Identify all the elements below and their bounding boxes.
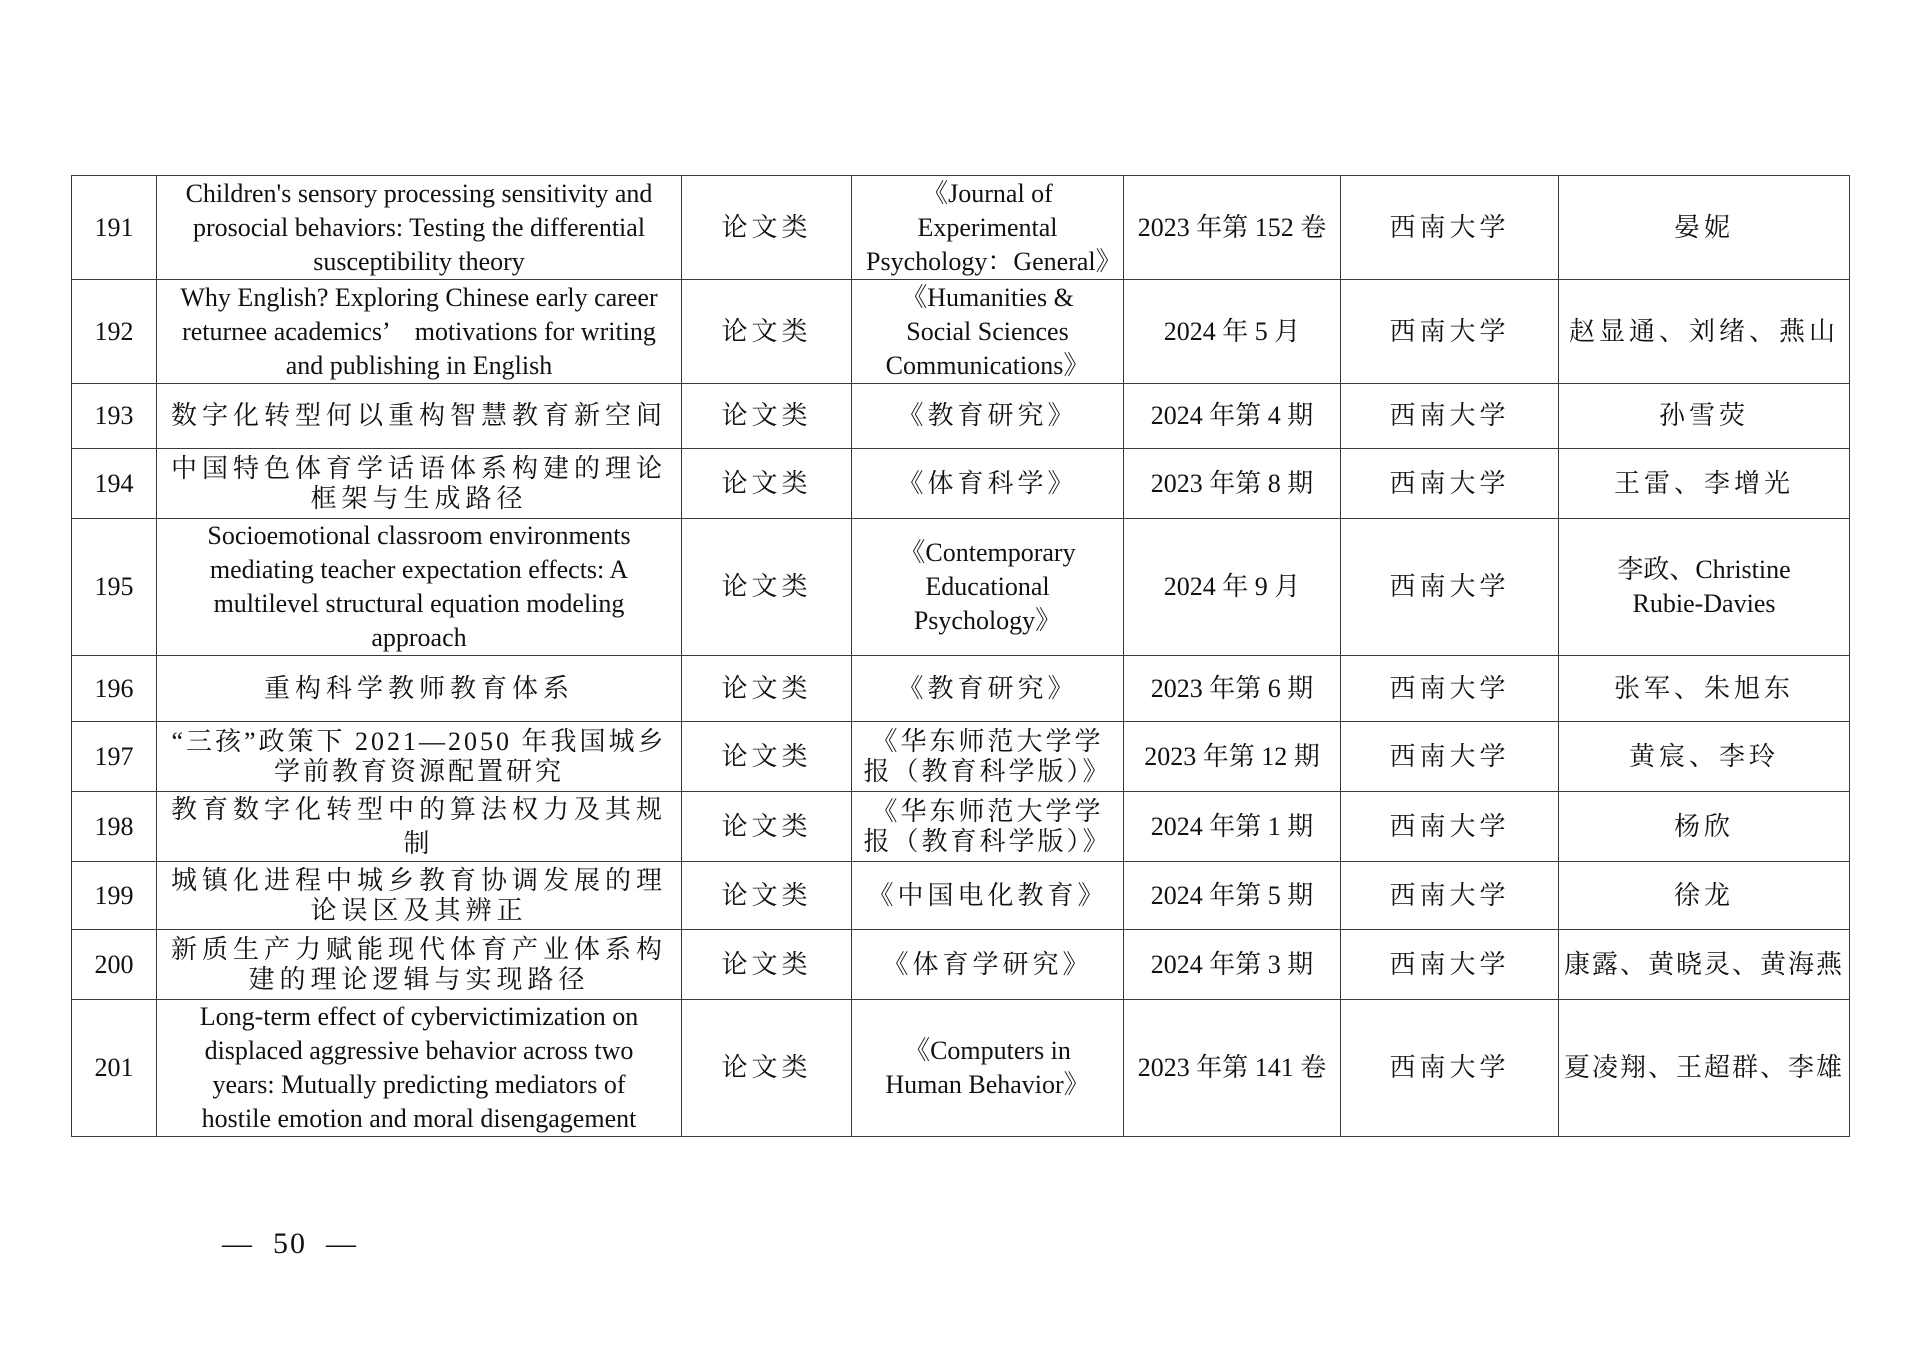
journal: 《Journal of Experimental Psychology：General》 [852, 176, 1124, 280]
authors: 张军、朱旭东 [1559, 656, 1850, 722]
journal: 《教育研究》 [852, 384, 1124, 449]
row-number: 196 [72, 656, 157, 722]
authors: 康露、黄晓灵、黄海燕 [1559, 930, 1850, 1000]
journal: 《体育学研究》 [852, 930, 1124, 1000]
publication-date: 2024 年第 4 期 [1124, 384, 1341, 449]
category: 论文类 [682, 176, 852, 280]
category: 论文类 [682, 519, 852, 656]
table-row [72, 176, 1850, 280]
journal: 《教育研究》 [852, 656, 1124, 722]
institution: 西南大学 [1341, 722, 1559, 792]
category: 论文类 [682, 384, 852, 449]
institution: 西南大学 [1341, 384, 1559, 449]
journal: 《体育科学》 [852, 449, 1124, 519]
paper-title: 新质生产力赋能现代体育产业体系构建的理论逻辑与实现路径 [157, 930, 682, 1000]
paper-title: 教育数字化转型中的算法权力及其规制 [157, 792, 682, 862]
row-number: 198 [72, 792, 157, 862]
table-row [72, 1000, 1850, 1137]
paper-title: 重构科学教师教育体系 [157, 656, 682, 722]
paper-title: Long-term effect of cybervictimization on displaced aggressive behavior across two years: Mutually predicting mediators of hostile emotion and moral disengagement [157, 1000, 682, 1137]
paper-title: 数字化转型何以重构智慧教育新空间 [157, 384, 682, 449]
category: 论文类 [682, 280, 852, 384]
table-row [72, 449, 1850, 519]
authors: 李政、Christine Rubie-Davies [1559, 519, 1850, 656]
institution: 西南大学 [1341, 449, 1559, 519]
row-number: 199 [72, 862, 157, 930]
journal: 《华东师范大学学报（教育科学版）》 [852, 722, 1124, 792]
publication-date: 2024 年 9 月 [1124, 519, 1341, 656]
table-row [72, 792, 1850, 862]
category: 论文类 [682, 862, 852, 930]
publication-date: 2023 年第 8 期 [1124, 449, 1341, 519]
table-row [72, 656, 1850, 722]
category: 论文类 [682, 449, 852, 519]
authors: 王雷、李增光 [1559, 449, 1850, 519]
paper-title: “三孩”政策下 2021—2050 年我国城乡学前教育资源配置研究 [157, 722, 682, 792]
institution: 西南大学 [1341, 176, 1559, 280]
authors: 孙雪荧 [1559, 384, 1850, 449]
publication-date: 2024 年第 3 期 [1124, 930, 1341, 1000]
publication-date: 2023 年第 12 期 [1124, 722, 1341, 792]
row-number: 191 [72, 176, 157, 280]
page-number: — 50 — [222, 1227, 358, 1260]
table-row [72, 519, 1850, 656]
publication-date: 2024 年第 5 期 [1124, 862, 1341, 930]
institution: 西南大学 [1341, 930, 1559, 1000]
journal: 《Humanities & Social Sciences Communications》 [852, 280, 1124, 384]
table-row [72, 722, 1850, 792]
authors: 晏妮 [1559, 176, 1850, 280]
table-row [72, 280, 1850, 384]
journal: 《中国电化教育》 [852, 862, 1124, 930]
row-number: 200 [72, 930, 157, 1000]
institution: 西南大学 [1341, 519, 1559, 656]
results-table [71, 175, 1850, 1137]
journal: 《Contemporary Educational Psychology》 [852, 519, 1124, 656]
publication-date: 2023 年第 6 期 [1124, 656, 1341, 722]
institution: 西南大学 [1341, 862, 1559, 930]
row-number: 192 [72, 280, 157, 384]
institution: 西南大学 [1341, 792, 1559, 862]
journal: 《华东师范大学学报（教育科学版）》 [852, 792, 1124, 862]
publication-date: 2023 年第 152 卷 [1124, 176, 1341, 280]
publication-date: 2024 年 5 月 [1124, 280, 1341, 384]
publication-date: 2023 年第 141 卷 [1124, 1000, 1341, 1137]
paper-title: Socioemotional classroom environments mediating teacher expectation effects: A multilevel structural equation modeling approach [157, 519, 682, 656]
publication-date: 2024 年第 1 期 [1124, 792, 1341, 862]
paper-title: Children's sensory processing sensitivity and prosocial behaviors: Testing the differential susceptibility theory [157, 176, 682, 280]
table-row [72, 862, 1850, 930]
journal: 《Computers in Human Behavior》 [852, 1000, 1124, 1137]
category: 论文类 [682, 656, 852, 722]
row-number: 201 [72, 1000, 157, 1137]
paper-title: 城镇化进程中城乡教育协调发展的理论误区及其辨正 [157, 862, 682, 930]
institution: 西南大学 [1341, 1000, 1559, 1137]
authors: 徐龙 [1559, 862, 1850, 930]
authors: 杨欣 [1559, 792, 1850, 862]
paper-title: Why English? Exploring Chinese early career returnee academics’ motivations for writing and publishing in English [157, 280, 682, 384]
category: 论文类 [682, 1000, 852, 1137]
authors: 黄宸、李玲 [1559, 722, 1850, 792]
institution: 西南大学 [1341, 280, 1559, 384]
table-row [72, 384, 1850, 449]
category: 论文类 [682, 722, 852, 792]
authors: 赵显通、刘绪、燕山 [1559, 280, 1850, 384]
row-number: 197 [72, 722, 157, 792]
table-row [72, 930, 1850, 1000]
row-number: 195 [72, 519, 157, 656]
category: 论文类 [682, 792, 852, 862]
category: 论文类 [682, 930, 852, 1000]
authors: 夏凌翔、王超群、李雄 [1559, 1000, 1850, 1137]
row-number: 194 [72, 449, 157, 519]
paper-title: 中国特色体育学话语体系构建的理论框架与生成路径 [157, 449, 682, 519]
institution: 西南大学 [1341, 656, 1559, 722]
row-number: 193 [72, 384, 157, 449]
